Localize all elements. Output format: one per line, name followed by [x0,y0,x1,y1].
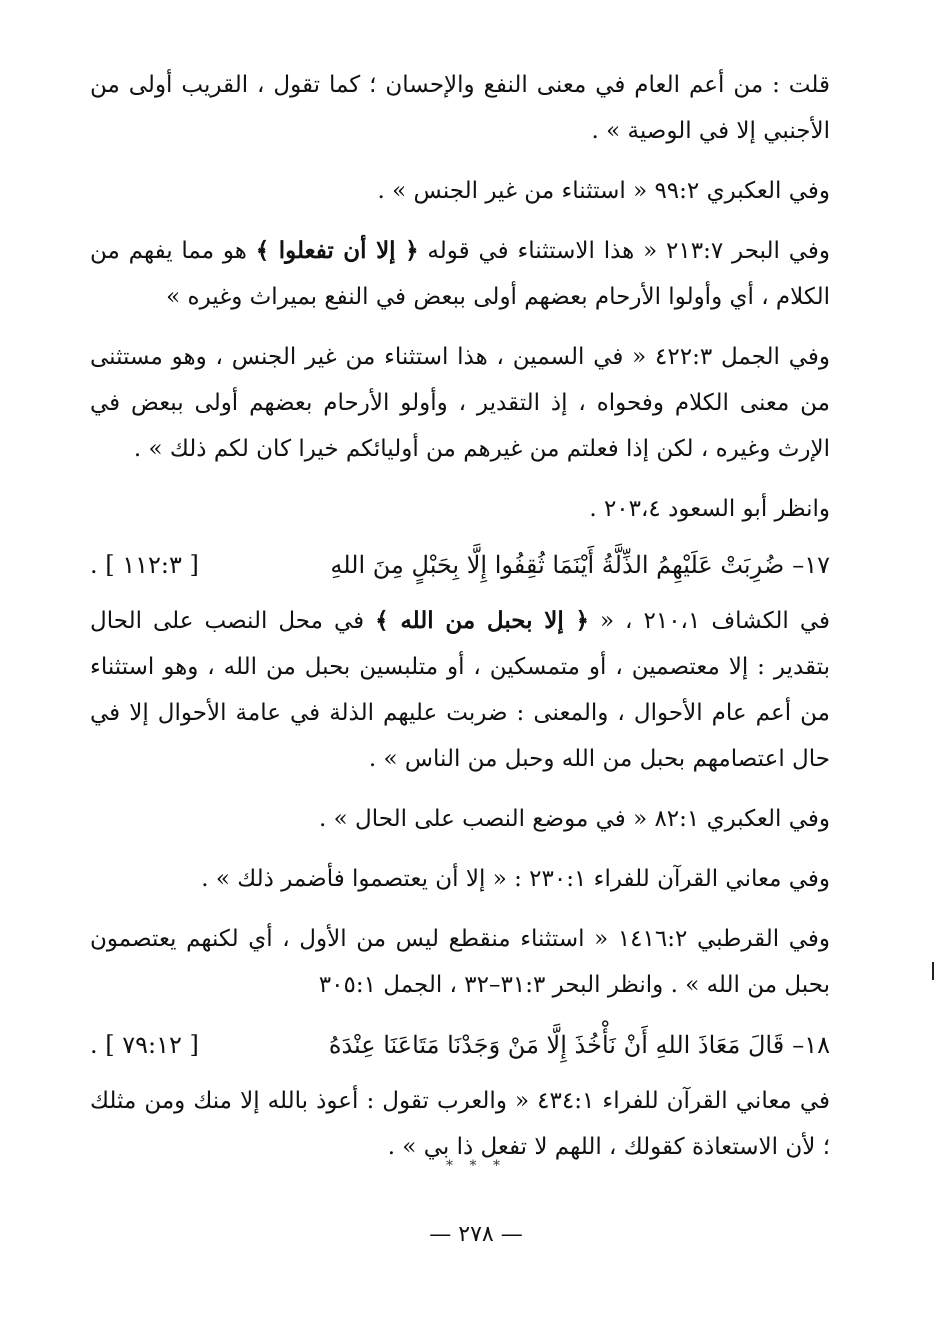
verse-18-reference: [ ٧٩:١٢ ] . [90,1031,199,1059]
verse-17-text: ضُرِبَتْ عَلَيْهِمُ الذِّلَّةُ أَيْنَمَا ثُقِفُوا إِلَّا بِحَبْلٍ مِنَ اللهِ [330,551,785,579]
paragraph-2: وفي العكبري ٩٩:٢ « استثناء من غير الجنس » . [377,178,830,204]
paragraph-6-part-a: في الكشاف ٢١٠،١ ، « [588,608,830,634]
scan-edge-mark [932,962,934,980]
verse-18-number: ١٨– [792,1031,830,1059]
paragraph-8: وفي معاني القرآن للفراء ٢٣٠:١ : « إلا أن يعتصموا فأضمر ذلك » . [201,866,830,892]
paragraph-7: وفي العكبري ٨٢:١ « في موضع النصب على الحال » . [319,806,830,832]
paragraph-6 [90,598,830,782]
verse-18 [90,1022,830,1068]
paragraph-3-part-a: وفي البحر ٢١٣:٧ « هذا الاستثناء في قوله [418,238,830,264]
quran-quote-bold: ﴿ إلا بحبل من الله ﴾ [375,607,589,634]
paragraph-4: وفي الجمل ٤٢٢:٣ « في السمين ، هذا استثناء من غير الجنس ، وهو مستثنى من معنى الكلام وفحواه ، إذ التقدير ، وأولو الأرحام بعضهم أولى ببعض في الإرث وغيره ، لكن إذا فعلتم من غيرهم من أوليائكم خيرا كان لكم ذلك » . [90,344,830,462]
paragraph-6-part-b: في محل النصب على الحال بتقدير : إلا معتصمين ، أو متمسكين ، أو متلبسين بحبل من الله ، وهو استثناء من أعم عام الأحوال ، والمعنى : ضربت عليهم الذلة في عامة الأحوال إلا في حال اعتصامهم بحبل من الله وحبل من الناس » . [90,608,830,772]
quran-quote-bold: ﴿ إلا أن تفعلوا ﴾ [255,237,419,264]
paragraph-10: في معاني القرآن للفراء ٤٣٤:١ « والعرب تقول : أعوذ بالله إلا منك ومن مثلك ؛ لأن الاستعاذة كقولك ، اللهم لا تفعل ذا بي » . [90,1088,830,1160]
paragraph-3-part-b: هو مما يفهم من الكلام ، أي وأولوا الأرحام بعضهم أولى ببعض في النفع بميراث وغيره » [90,238,830,310]
verse-17-reference: [ ١١٢:٣ ] . [90,551,199,579]
paragraph-1: قلت : من أعم العام في معنى النفع والإحسان ؛ كما تقول ، القريب أولى من الأجنبي إلا في الوصية » . [90,72,830,144]
verse-17 [90,542,830,588]
paragraph-9: وفي القرطبي ١٤١٦:٢ « استثناء منقطع ليس من الأول ، أي لكنهم يعتصمون بحبل من الله » . وانظر البحر ٣١:٣–٣٢ ، الجمل ٣٠٥:١ [90,926,830,998]
page-body [90,62,830,1184]
section-divider: * * * [446,1158,506,1174]
paragraph-5: وانظر أبو السعود ٢٠٣،٤ . [589,496,830,522]
verse-17-number: ١٧– [792,551,830,579]
page-number: — ٢٧٨ — [429,1222,523,1247]
paragraph-3 [90,228,830,320]
verse-18-text: قَالَ مَعَاذَ اللهِ أَنْ نَأْخُذَ إِلَّا مَنْ وَجَدْنَا مَتَاعَنَا عِنْدَهُ [328,1031,785,1059]
